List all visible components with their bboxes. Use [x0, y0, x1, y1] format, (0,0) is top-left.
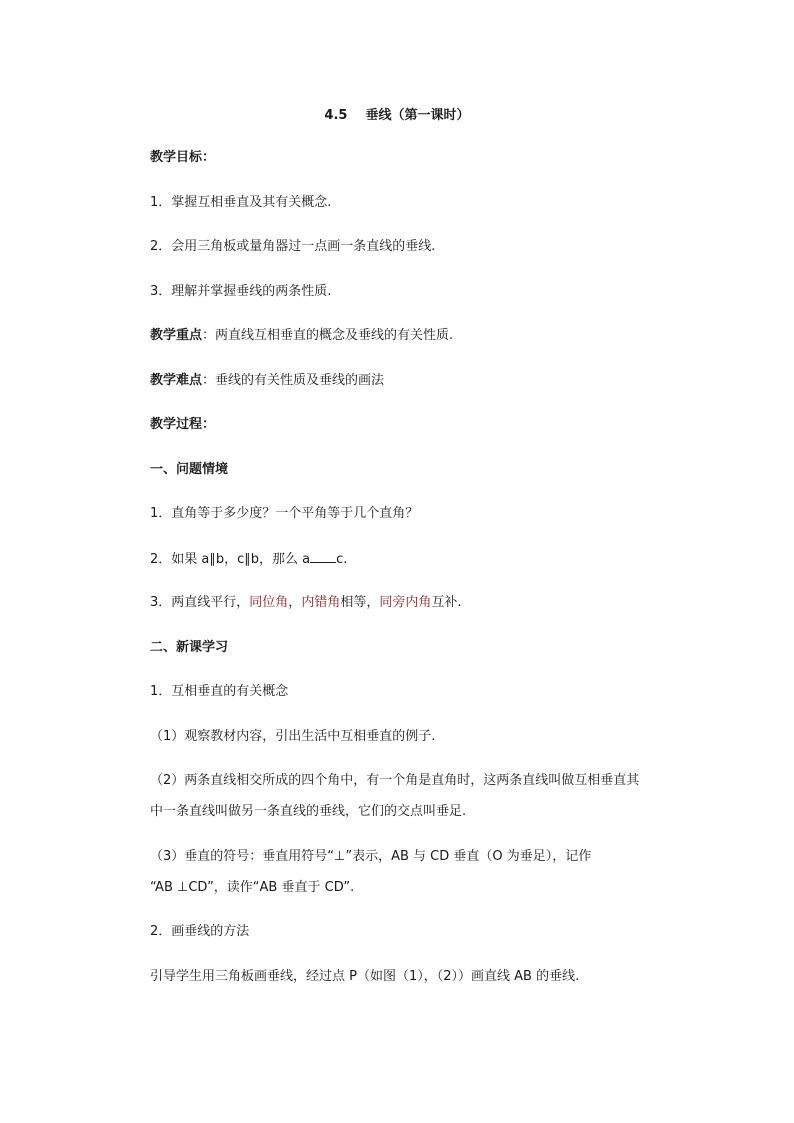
question-2-suffix: c. — [336, 552, 348, 567]
paragraph-4: 引导学生用三角板画垂线，经过点 P（如图（1），（2））画直线 AB 的垂线. — [150, 969, 580, 984]
objective-item-2: 2．会用三角板或量角器过一点画一条直线的垂线. — [150, 239, 436, 254]
question-2 — [150, 550, 347, 569]
question-3-sep: ， — [288, 595, 302, 610]
term-alternate-angles: 内错角 — [301, 595, 341, 610]
question-3-end: 互补. — [431, 595, 462, 610]
key-point-text: ：两直线互相垂直的概念及垂线的有关性质. — [202, 328, 454, 343]
objective-item-1: 1．掌握互相垂直及其有关概念. — [150, 195, 332, 210]
paragraph-2-line-1: （2）两条直线相交所成的四个角中，有一个角是直角时，这两条直线叫做互相垂直其 — [150, 773, 640, 788]
objectives-heading: 教学目标： — [150, 150, 216, 165]
page-title: 4.5 垂线（第一课时） — [324, 108, 470, 123]
question-3-prefix: 3．两直线平行， — [150, 595, 250, 610]
question-3 — [150, 594, 462, 612]
question-2-prefix: 2．如果 a∥b，c∥b，那么 a — [150, 552, 311, 567]
difficulty-label: 教学难点 — [150, 373, 203, 388]
answer-blank — [310, 550, 336, 563]
subsection-2-heading: 2．画垂线的方法 — [150, 924, 250, 939]
section2-heading: 二、新课学习 — [150, 640, 229, 655]
term-corresponding-angles: 同位角 — [249, 595, 289, 610]
paragraph-2-line-2: 中一条直线叫做另一条直线的垂线，它们的交点叫垂足. — [150, 804, 467, 819]
term-co-interior-angles: 同旁内角 — [379, 595, 432, 610]
key-point-label: 教学重点 — [150, 328, 203, 343]
section1-heading: 一、问题情境 — [150, 462, 229, 477]
question-3-mid: 相等， — [340, 595, 380, 610]
paragraph-3-line-1: （3）垂直的符号：垂直用符号“⊥”表示，AB 与 CD 垂直（O 为垂足），记作 — [150, 849, 592, 864]
key-point — [150, 327, 453, 345]
paragraph-1: （1）观察教材内容，引出生活中互相垂直的例子. — [150, 729, 436, 744]
difficulty-point — [150, 372, 384, 390]
paragraph-3-line-2: “AB ⊥CD”，读作“AB 垂直于 CD”. — [150, 880, 355, 895]
objective-item-3: 3．理解并掌握垂线的两条性质. — [150, 284, 332, 299]
difficulty-text: ：垂线的有关性质及垂线的画法 — [202, 373, 385, 388]
process-heading: 教学过程： — [150, 417, 216, 432]
subsection-1-heading: 1．互相垂直的有关概念 — [150, 684, 289, 699]
question-1: 1．直角等于多少度？一个平角等于几个直角？ — [150, 506, 419, 521]
